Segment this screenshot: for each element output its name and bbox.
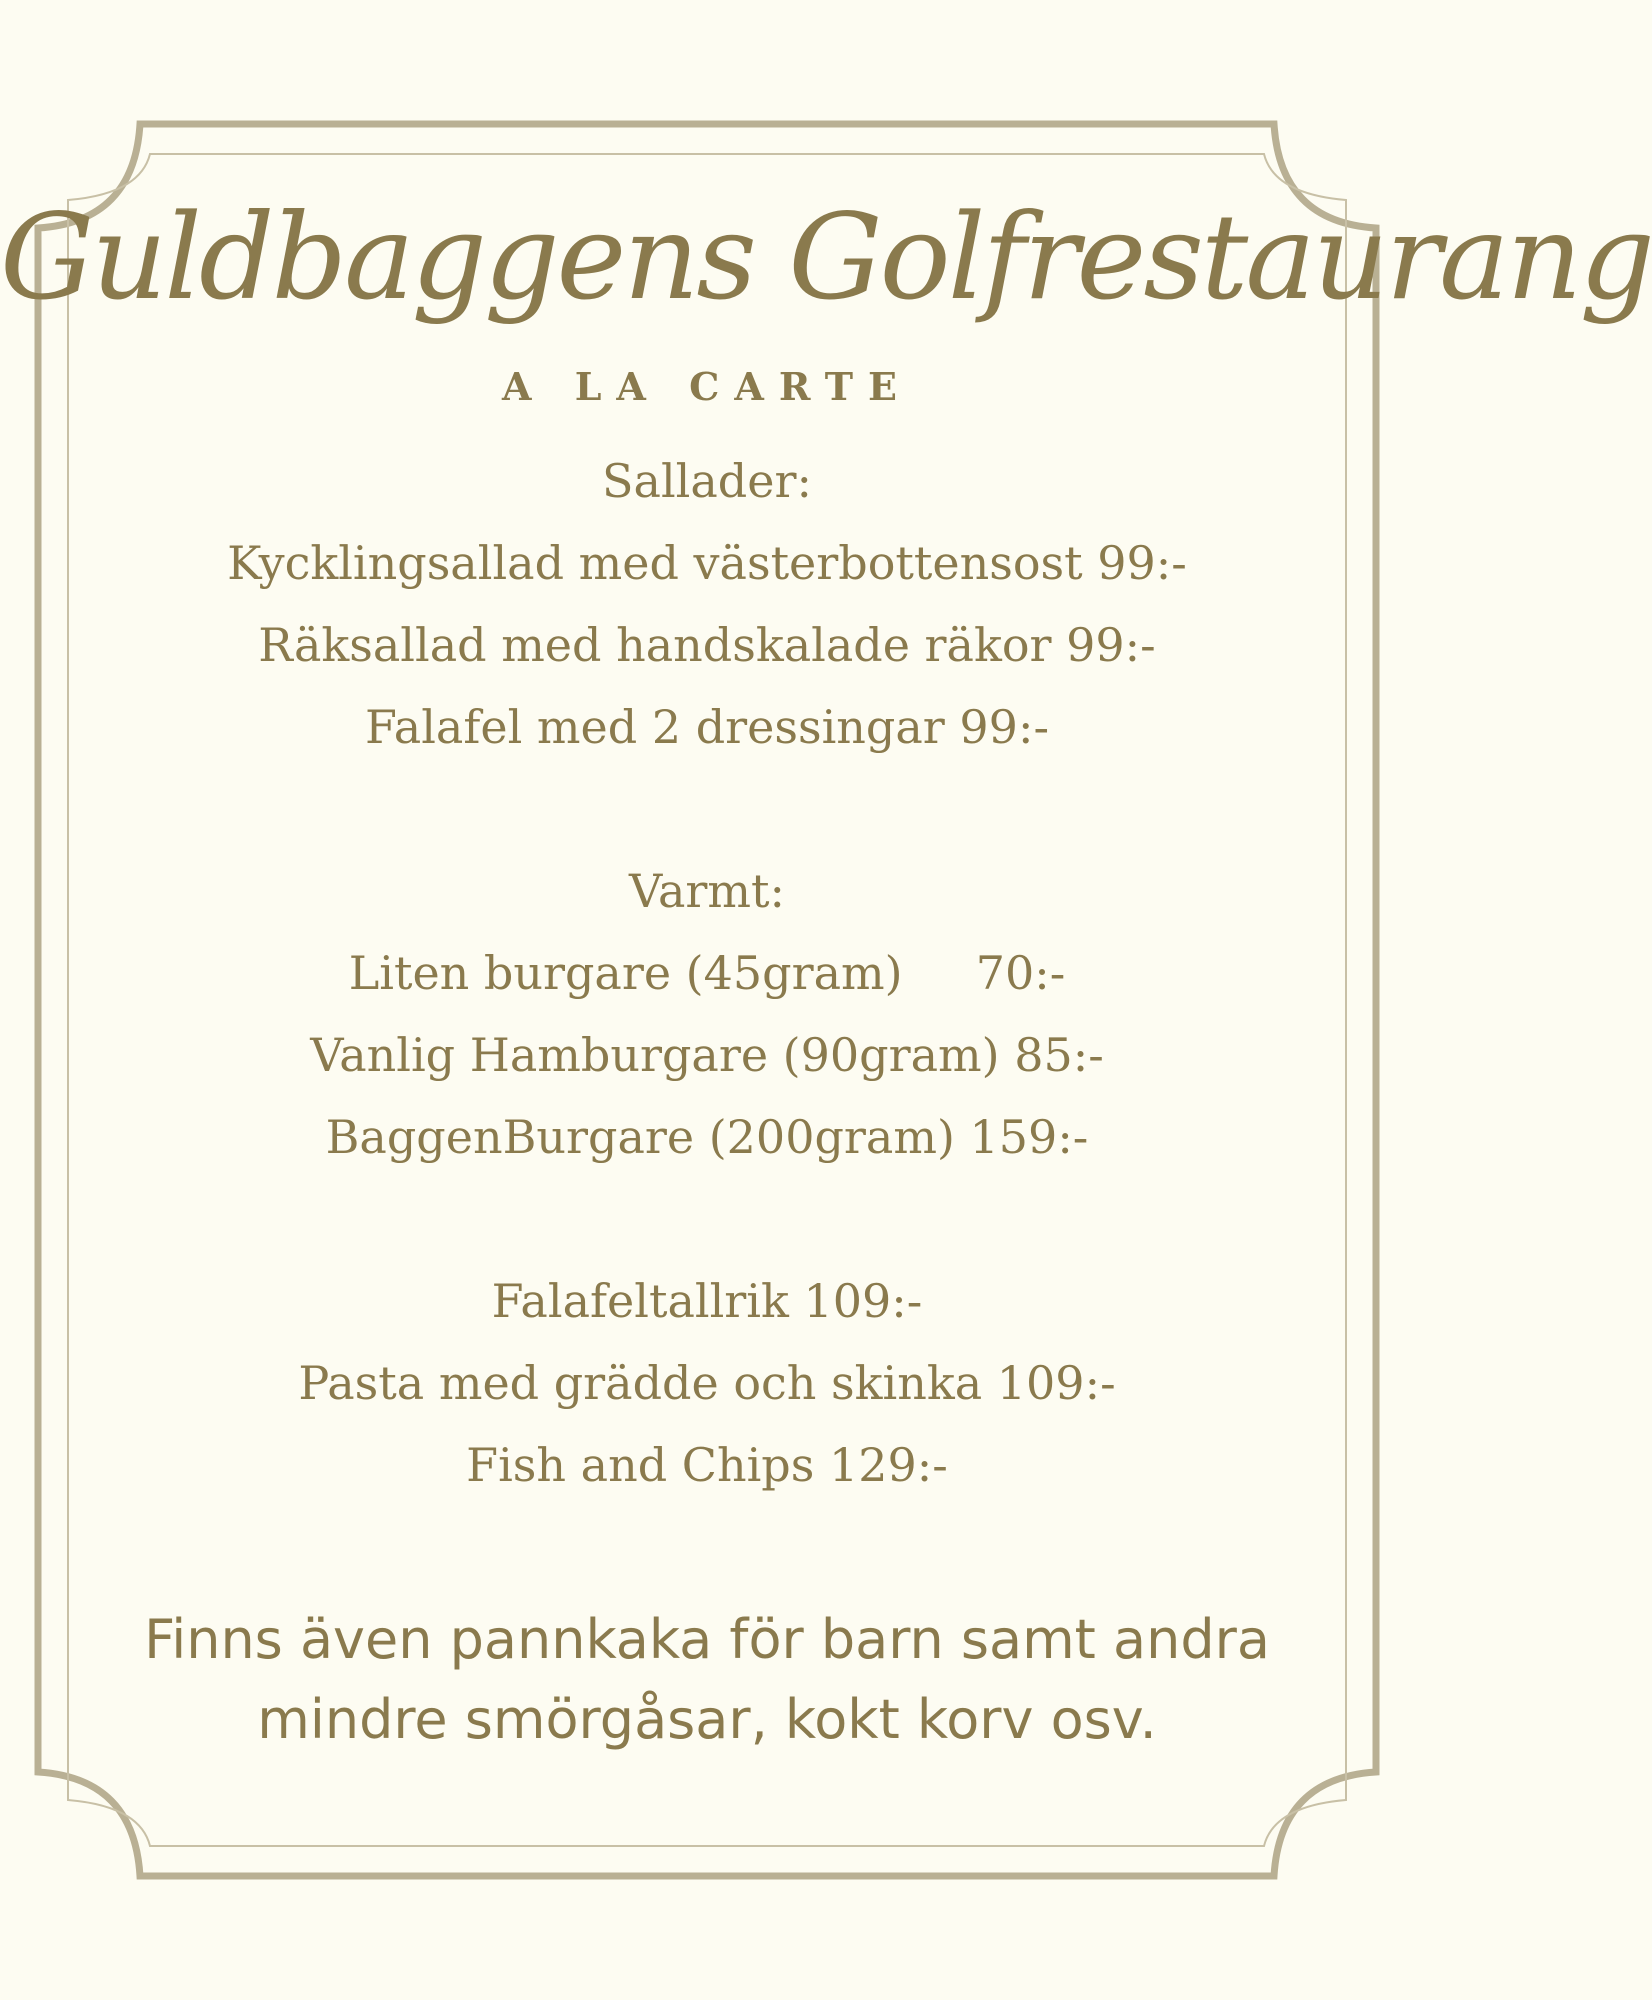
menu-item: Fish and Chips 129:- [466, 1438, 948, 1492]
section-spacer [0, 768, 1414, 850]
menu-item: Falafel med 2 dressingar 99:- [364, 700, 1049, 754]
menu-subtitle: A LA CARTE [501, 364, 913, 409]
section-heading-sallader: Sallader: [602, 454, 812, 508]
menu-item: Pasta med grädde och skinka 109:- [298, 1356, 1116, 1410]
menu-item: BaggenBurgare (200gram) 159:- [325, 1110, 1089, 1164]
section-heading-varmt: Varmt: [628, 864, 785, 918]
menu-item: Liten burgare (45gram) 70:- [348, 946, 1066, 1000]
menu-item: Falafeltallrik 109:- [491, 1274, 923, 1328]
menu-item: Räksallad med handskalade räkor 99:- [258, 618, 1156, 672]
menu-list [0, 440, 1414, 1506]
footer-line: Finns även pannkaka för barn samt andra [144, 1608, 1270, 1671]
footer-note [0, 1600, 1414, 1760]
section-spacer [0, 1178, 1414, 1260]
footer-line: mindre smörgåsar, kokt korv osv. [257, 1688, 1157, 1751]
menu-item: Vanlig Hamburgare (90gram) 85:- [310, 1028, 1104, 1082]
menu-item: Kycklingsallad med västerbottensost 99:- [227, 536, 1187, 590]
restaurant-title: Guldbaggens Golfrestaurang [0, 188, 1652, 326]
